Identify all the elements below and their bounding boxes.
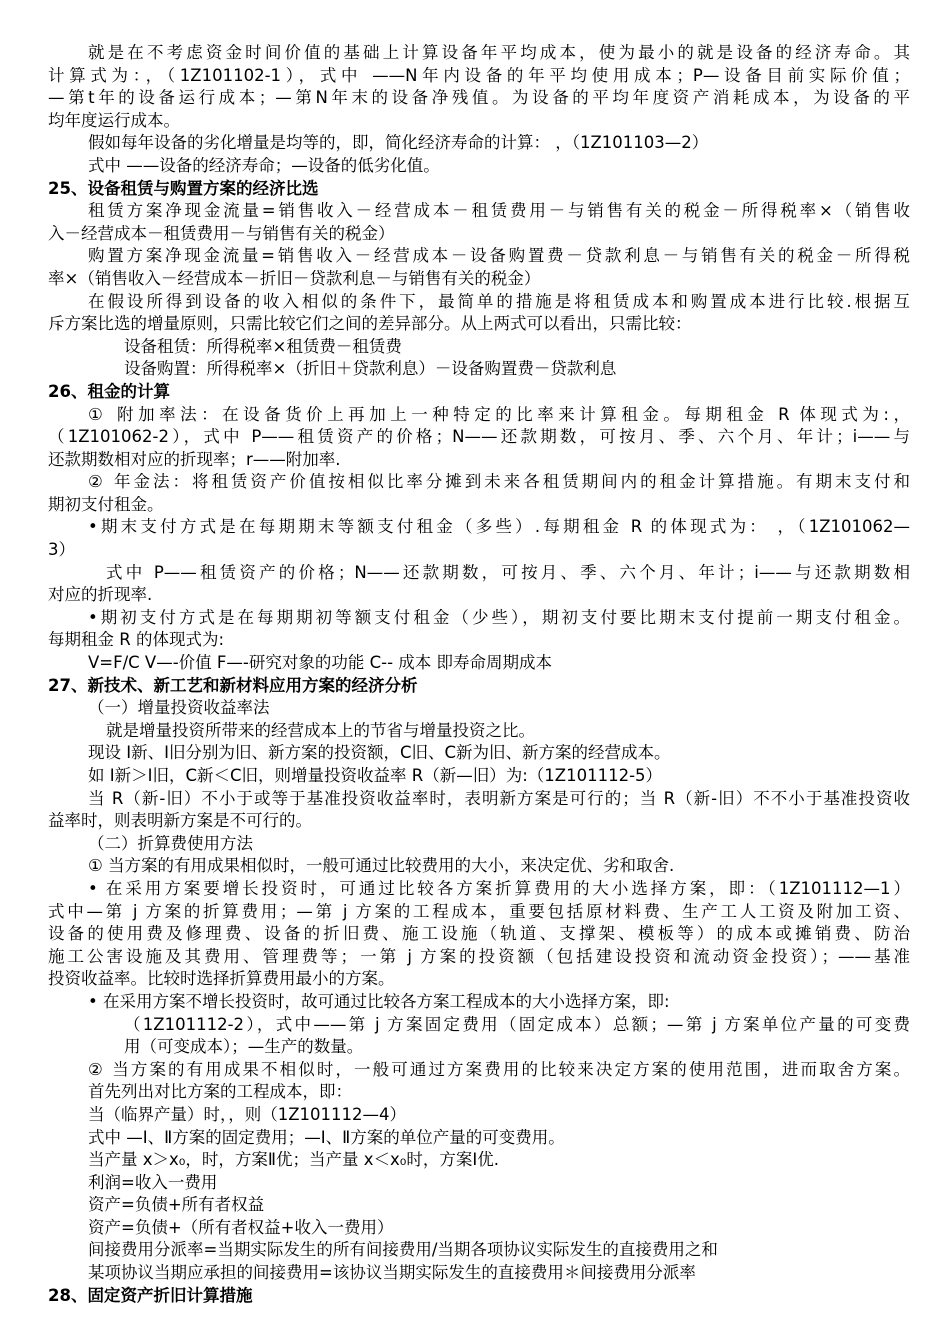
text-line: 每期租金 R 的体现式为:	[48, 630, 225, 650]
text-line: 设备购置：所得税率×（折旧＋贷款利息）－设备购置费－贷款利息	[124, 359, 617, 379]
text-line: 式中 —Ⅰ、Ⅱ方案的固定费用；—Ⅰ、Ⅱ方案的单位产量的可变费用。	[88, 1127, 565, 1147]
text-line: 现设 I新、I旧分别为旧、新方案的投资额，C旧、C新为旧、新方案的经营成本。	[88, 743, 671, 763]
text-line: ② 当方案的有用成果不相似时，一般可通过方案费用的比较来决定方案的使用范围，进而取舍方案。	[88, 1059, 910, 1079]
text-line: ② 年金法：将租赁资产价值按相似比率分摊到未来各租赁期间内的租金计算措施。有期末支付和	[88, 472, 910, 492]
text-line: 就是增量投资所带来的经营成本上的节省与增量投资之比。	[106, 720, 535, 740]
text-line: 用（可变成本）；—生产的数量。	[124, 1037, 364, 1057]
text-line: 当 R（新-旧）不小于或等于基准投资收益率时，表明新方案是可行的；当 R（新-旧）不不小于基准投资收	[88, 788, 910, 808]
text-line: —第t年的设备运行成本；—第N年末的设备净残值。为设备的平均年度资产消耗成本，为设备的平	[48, 88, 910, 108]
section-heading: 28、固定资产折旧计算措施	[48, 1285, 253, 1305]
text-line: 均年度运行成本。	[48, 110, 180, 130]
text-line: 斥方案比选的增量原则，只需比较它们之间的差异部分。从上两式可以看出，只需比较：	[48, 314, 692, 334]
text-line: 还款期数相对应的折现率；r——附加率.	[48, 449, 341, 469]
text-line: 率×（销售收入－经营成本－折旧－贷款利息－与销售有关的税金）	[48, 268, 541, 288]
text-line: （1Z101062-2），式中 P——租赁资产的价格；N——还款期数，可按月、季、六个月、年计；i——与	[48, 427, 910, 447]
text-line: 在假设所得到设备的收入相似的条件下，最简单的措施是将租赁成本和购置成本进行比较.根据互	[88, 291, 910, 311]
text-line: 投资收益率。比较时选择折算费用最小的方案。	[48, 969, 395, 989]
text-line: 某项协议当期应承担的间接费用=该协议当期实际发生的直接费用＊间接费用分派率	[88, 1263, 696, 1283]
text-line: 入－经营成本－租赁费用－与销售有关的税金）	[48, 223, 395, 243]
text-line: •期末支付方式是在每期期末等额支付租金（多些）.每期租金 R 的体现式为： ，（1Z101062—	[88, 517, 910, 537]
text-line: 式中—第 j 方案的折算费用；—第 j 方案的工程成本，重要包括原材料费、生产工人工资及附加工资、	[48, 901, 910, 921]
text-line: ① 附加率法：在设备货价上再加上一种特定的比率来计算租金。每期租金 R 体现式为:，	[88, 404, 910, 424]
text-line: 首先列出对比方案的工程成本，即：	[88, 1082, 352, 1102]
text-line: • 在采用方案要增长投资时，可通过比较各方案折算费用的大小选择方案，即：（1Z101112—1）	[88, 878, 910, 898]
section-heading: 25、设备租赁与购置方案的经济比选	[48, 178, 319, 198]
subsection-heading: （二）折算费使用方法	[88, 833, 253, 853]
text-line: • 在采用方案不增长投资时，故可通过比较各方案工程成本的大小选择方案，即:	[88, 991, 670, 1011]
text-line: V=F/C V—-价值 F—-研究对象的功能 C-- 成本 即寿命周期成本	[88, 653, 553, 673]
section-heading: 27、新技术、新工艺和新材料应用方案的经济分析	[48, 675, 418, 695]
text-line: 3）	[48, 540, 75, 560]
text-line: 资产=负债+（所有者权益+收入一费用）	[88, 1217, 394, 1237]
section-heading: 26、租金的计算	[48, 381, 170, 401]
text-line: 当（临界产量）时，，则（1Z101112—4）	[88, 1104, 407, 1124]
text-line: 式中 P——租赁资产的价格；N——还款期数，可按月、季、六个月、年计；i——与还款期数相	[106, 562, 910, 582]
text-line: 资产=负债+所有者权益	[88, 1195, 265, 1215]
text-line: 计算式为：，（1Z101102-1），式中 ——N年内设备的年平均使用成本；P—设备目前实际价值；	[48, 65, 910, 85]
text-line: 益率时，则表明新方案是不可行的。	[48, 811, 312, 831]
text-line: 就是在不考虑资金时间价值的基础上计算设备年平均成本，使为最小的就是设备的经济寿命。其	[88, 43, 910, 62]
text-line: 购置方案净现金流量=销售收入－经营成本－设备购置费－贷款利息－与销售有关的税金－所得税	[88, 246, 910, 266]
text-line: 假如每年设备的劣化增量是均等的，即，简化经济寿命的计算： ，（1Z101103—2）	[88, 133, 709, 153]
text-line: 间接费用分派率=当期实际发生的所有间接费用/当期各项协议实际发生的直接费用之和	[88, 1240, 718, 1260]
text-line: 租赁方案净现金流量=销售收入－经营成本－租赁费用－与销售有关的税金－所得税率×（销售收	[88, 201, 910, 221]
text-line: ① 当方案的有用成果相似时，一般可通过比较费用的大小，来决定优、劣和取舍.	[88, 856, 675, 876]
text-line: •期初支付方式是在每期期初等额支付租金（少些），期初支付要比期末支付提前一期支付租金。	[88, 607, 910, 627]
subsection-heading: （一）增量投资收益率法	[88, 698, 270, 718]
text-line: 设备的使用费及修理费、设备的折旧费、施工设施（轨道、支撑架、模板等）的成本或摊销费、防治	[48, 924, 910, 944]
text-line: 当产量 x＞x₀，时，方案Ⅱ优；当产量 x＜x₀时，方案Ⅰ优.	[88, 1150, 500, 1170]
text-line: 设备租赁：所得税率×租赁费－租赁费	[124, 336, 402, 356]
text-line: 对应的折现率.	[48, 585, 153, 605]
text-line: 式中 ——设备的经济寿命；—设备的低劣化值。	[88, 155, 440, 175]
text-line: 利润=收入一费用	[88, 1172, 218, 1192]
text-line: 期初支付租金。	[48, 494, 164, 514]
text-line: （1Z101112-2），式中——第 j 方案固定费用（固定成本）总额；—第 j 方案单位产量的可变费	[124, 1014, 910, 1034]
text-line: 施工公害设施及其费用、管理费等；一第 j 方案的投资额（包括建设投资和流动资金投资）；——基准	[48, 946, 910, 966]
text-line: 如 I新＞I旧，C新＜C旧，则增量投资收益率 R（新—旧）为:（1Z101112-5）	[88, 766, 663, 785]
